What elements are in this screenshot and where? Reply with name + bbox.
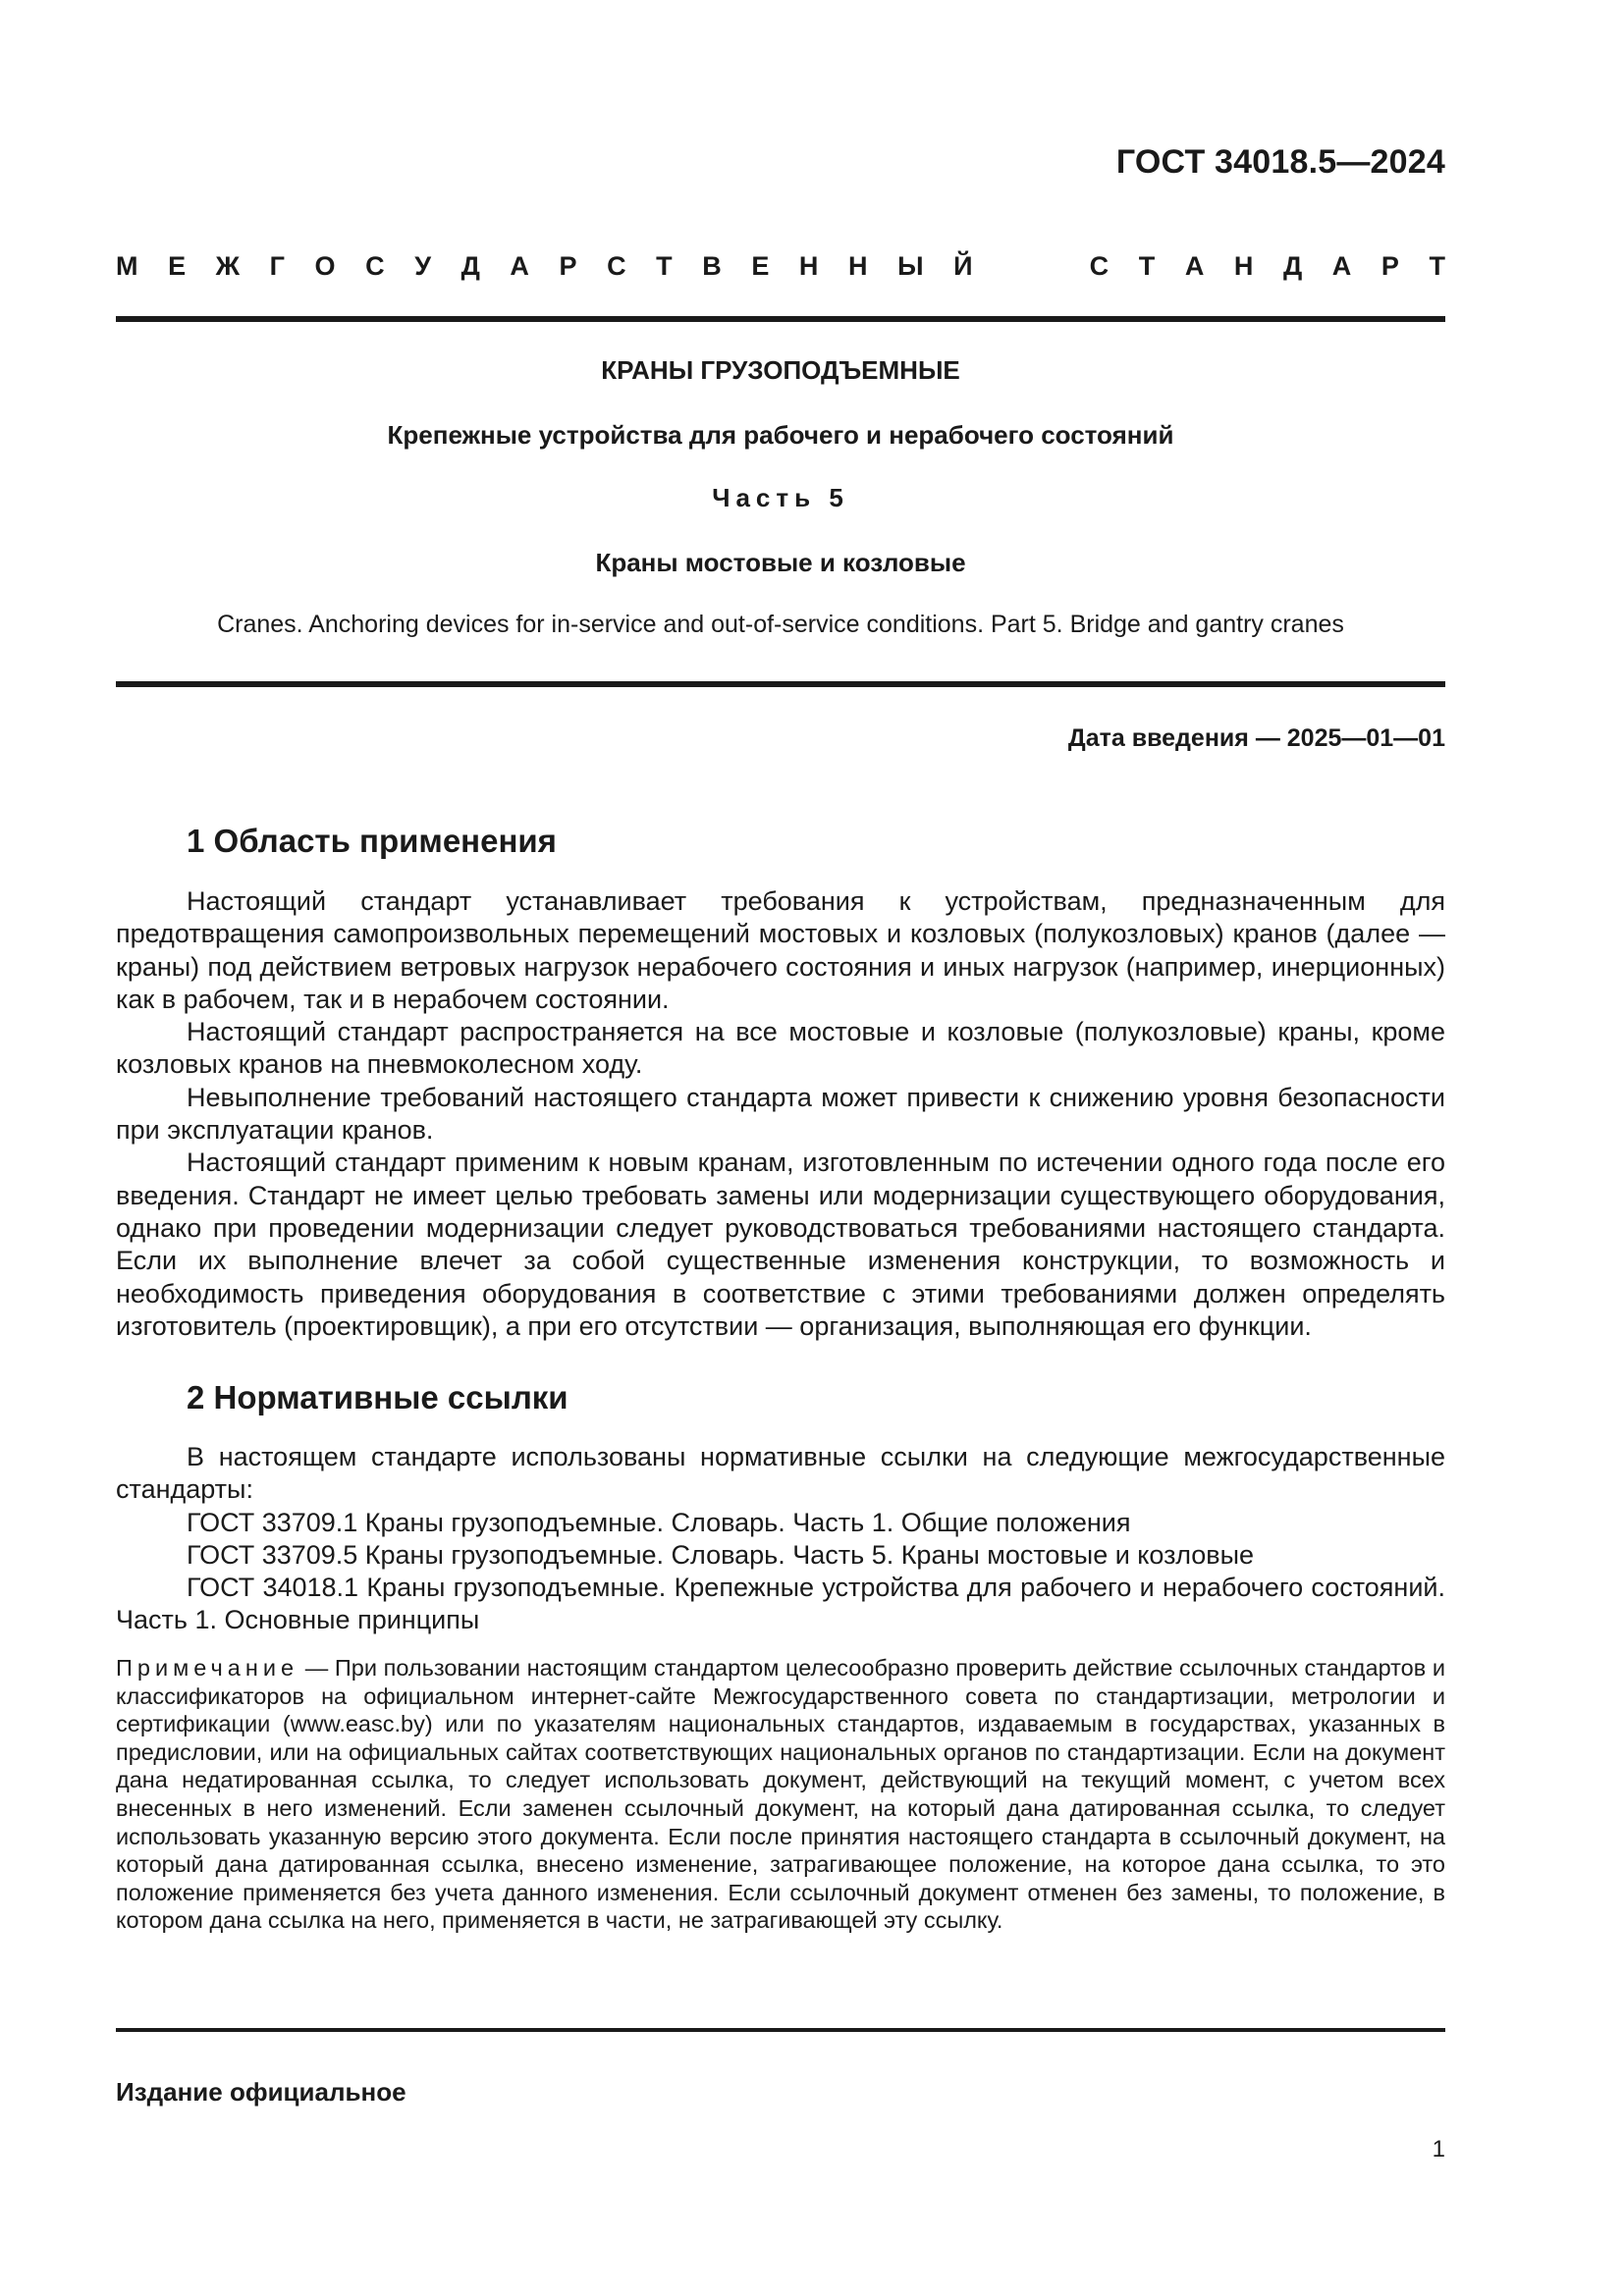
reference-item: ГОСТ 34018.1 Краны грузоподъемные. Крепежные устройства для рабочего и нерабочего состояний. Часть 1. Основные принципы: [116, 1573, 1445, 1635]
banner-letter: Р: [559, 251, 577, 281]
banner-letter: Н: [1233, 251, 1254, 281]
note-text: — При пользовании настоящим стандартом целесообразно проверить действие ссылочных стандартов и классификаторов на официальном интернет-сайте Межгосударственного совета по стандартизации, метрологии и сертификации (www.easc.by) или по указателям национальных стандартов, издаваемым в государствах, указанных в предисловии, или на официальных сайтах соответствующих национальных органов по стандартизации. Если на документ дана недатированная ссылка, то следует использовать документ, действующий на текущий момент, с учетом всех внесенных в него изменений. Если заменен ссылочный документ, на который дана датированная ссылка, то следует использовать указанную версию этого документа. Если после принятия настоящего стандарта в ссылочный документ, на который дана датированная ссылка, внесено изменение, затрагивающее положение, на которое дана ссылка, то это положение применяется без учета данного изменения. Если ссылочный документ отменен без замены, то положение, в котором дана ссылка на него, применяется в части, не затрагивающей эту ссылку.: [116, 1655, 1445, 1934]
banner-letter: Н: [848, 251, 868, 281]
banner-letter: Р: [1380, 251, 1399, 281]
note-block: [116, 1654, 1445, 1935]
title-divider: [116, 681, 1445, 687]
banner-letter: Т: [656, 251, 673, 281]
banner-letter: Е: [168, 251, 187, 281]
banner-letter: С: [607, 251, 626, 281]
banner-letter: Ы: [897, 251, 924, 281]
standard-id: ГОСТ 34018.5—2024: [1115, 143, 1445, 181]
banner-letter: О: [314, 251, 336, 281]
paragraph: Невыполнение требований настоящего стандарта может привести к снижению уровня безопасности при эксплуатации кранов.: [116, 1082, 1445, 1146]
banner-letter: В: [702, 251, 722, 281]
document-title: КРАНЫ ГРУЗОПОДЪЕМНЫЕ: [601, 355, 960, 385]
header-divider: [116, 316, 1445, 322]
interstate-standard-banner: [116, 251, 1445, 282]
banner-letter: Ж: [215, 251, 241, 281]
banner-letter: А: [1331, 251, 1352, 281]
paragraph: Настоящий стандарт применим к новым кранам, изготовленным по истечении одного года после его введения. Стандарт не имеет целью требовать замены или модернизации существующего оборудования, однако при проведении модернизации следует руководствоваться требованиями настоящего стандарта. Если их выполнение влечет за собой существенные изменения конструкции, то возможность и необходимость приведения оборудования в соответствие с этими требованиями должен определять изготовитель (проектировщик), а при его отсутствии — организация, выполняющая его функции.: [116, 1148, 1445, 1341]
paragraph: В настоящем стандарте использованы нормативные ссылки на следующие межгосударственные стандарты:: [116, 1442, 1445, 1505]
banner-letter: Й: [953, 251, 973, 281]
footer-divider: [116, 2028, 1445, 2032]
introduction-date: Дата введения — 2025—01—01: [1067, 724, 1445, 752]
reference-item: ГОСТ 33709.5 Краны грузоподъемные. Словарь. Часть 5. Краны мостовые и козловые: [187, 1539, 1255, 1570]
banner-letter: А: [1184, 251, 1205, 281]
banner-letter: С: [1089, 251, 1110, 281]
section-1-body: [116, 885, 1445, 1343]
banner-word-gap: [1002, 251, 1059, 282]
reference-item: ГОСТ 33709.1 Краны грузоподъемные. Словарь. Часть 1. Общие положения: [187, 1507, 1131, 1537]
paragraph: Настоящий стандарт распространяется на все мостовые и козловые (полукозловые) краны, кроме козловых кранов на пневмоколесном ходу.: [116, 1017, 1445, 1080]
page-number: 1: [1432, 2136, 1445, 2163]
banner-letter: Т: [1429, 251, 1445, 281]
banner-letter: Н: [798, 251, 819, 281]
official-edition-label: Издание официальное: [116, 2077, 406, 2107]
banner-letter: М: [116, 251, 138, 281]
banner-letter: У: [414, 251, 432, 281]
banner-letter: С: [365, 251, 385, 281]
english-title: Cranes. Anchoring devices for in-service and out-of-service conditions. Part 5. Bridge and gantry cranes: [217, 611, 1344, 638]
part-number: Часть 5: [712, 483, 849, 512]
banner-letter: Д: [460, 251, 480, 281]
banner-letter: Е: [751, 251, 770, 281]
paragraph: Настоящий стандарт устанавливает требования к устройствам, предназначенным для предотвращения самопроизвольных перемещений мостовых и козловых (полукозловых) кранов (далее — краны) под действием ветровых нагрузок нерабочего состояния и иных нагрузок (например, инерционных) как в рабочем, так и в нерабочем состоянии.: [116, 886, 1445, 1014]
banner-letter: Д: [1282, 251, 1303, 281]
part-title: Краны мостовые и козловые: [595, 548, 966, 577]
banner-letter: А: [510, 251, 529, 281]
section-2-heading: 2 Нормативные ссылки: [187, 1379, 568, 1415]
banner-letter: Г: [269, 251, 285, 281]
document-subtitle: Крепежные устройства для рабочего и нерабочего состояний: [387, 420, 1174, 450]
section-1-heading: 1 Область применения: [187, 823, 557, 859]
note-label: Примечание: [116, 1655, 299, 1681]
banner-letter: Т: [1138, 251, 1156, 281]
section-2-body: [116, 1441, 1445, 1637]
